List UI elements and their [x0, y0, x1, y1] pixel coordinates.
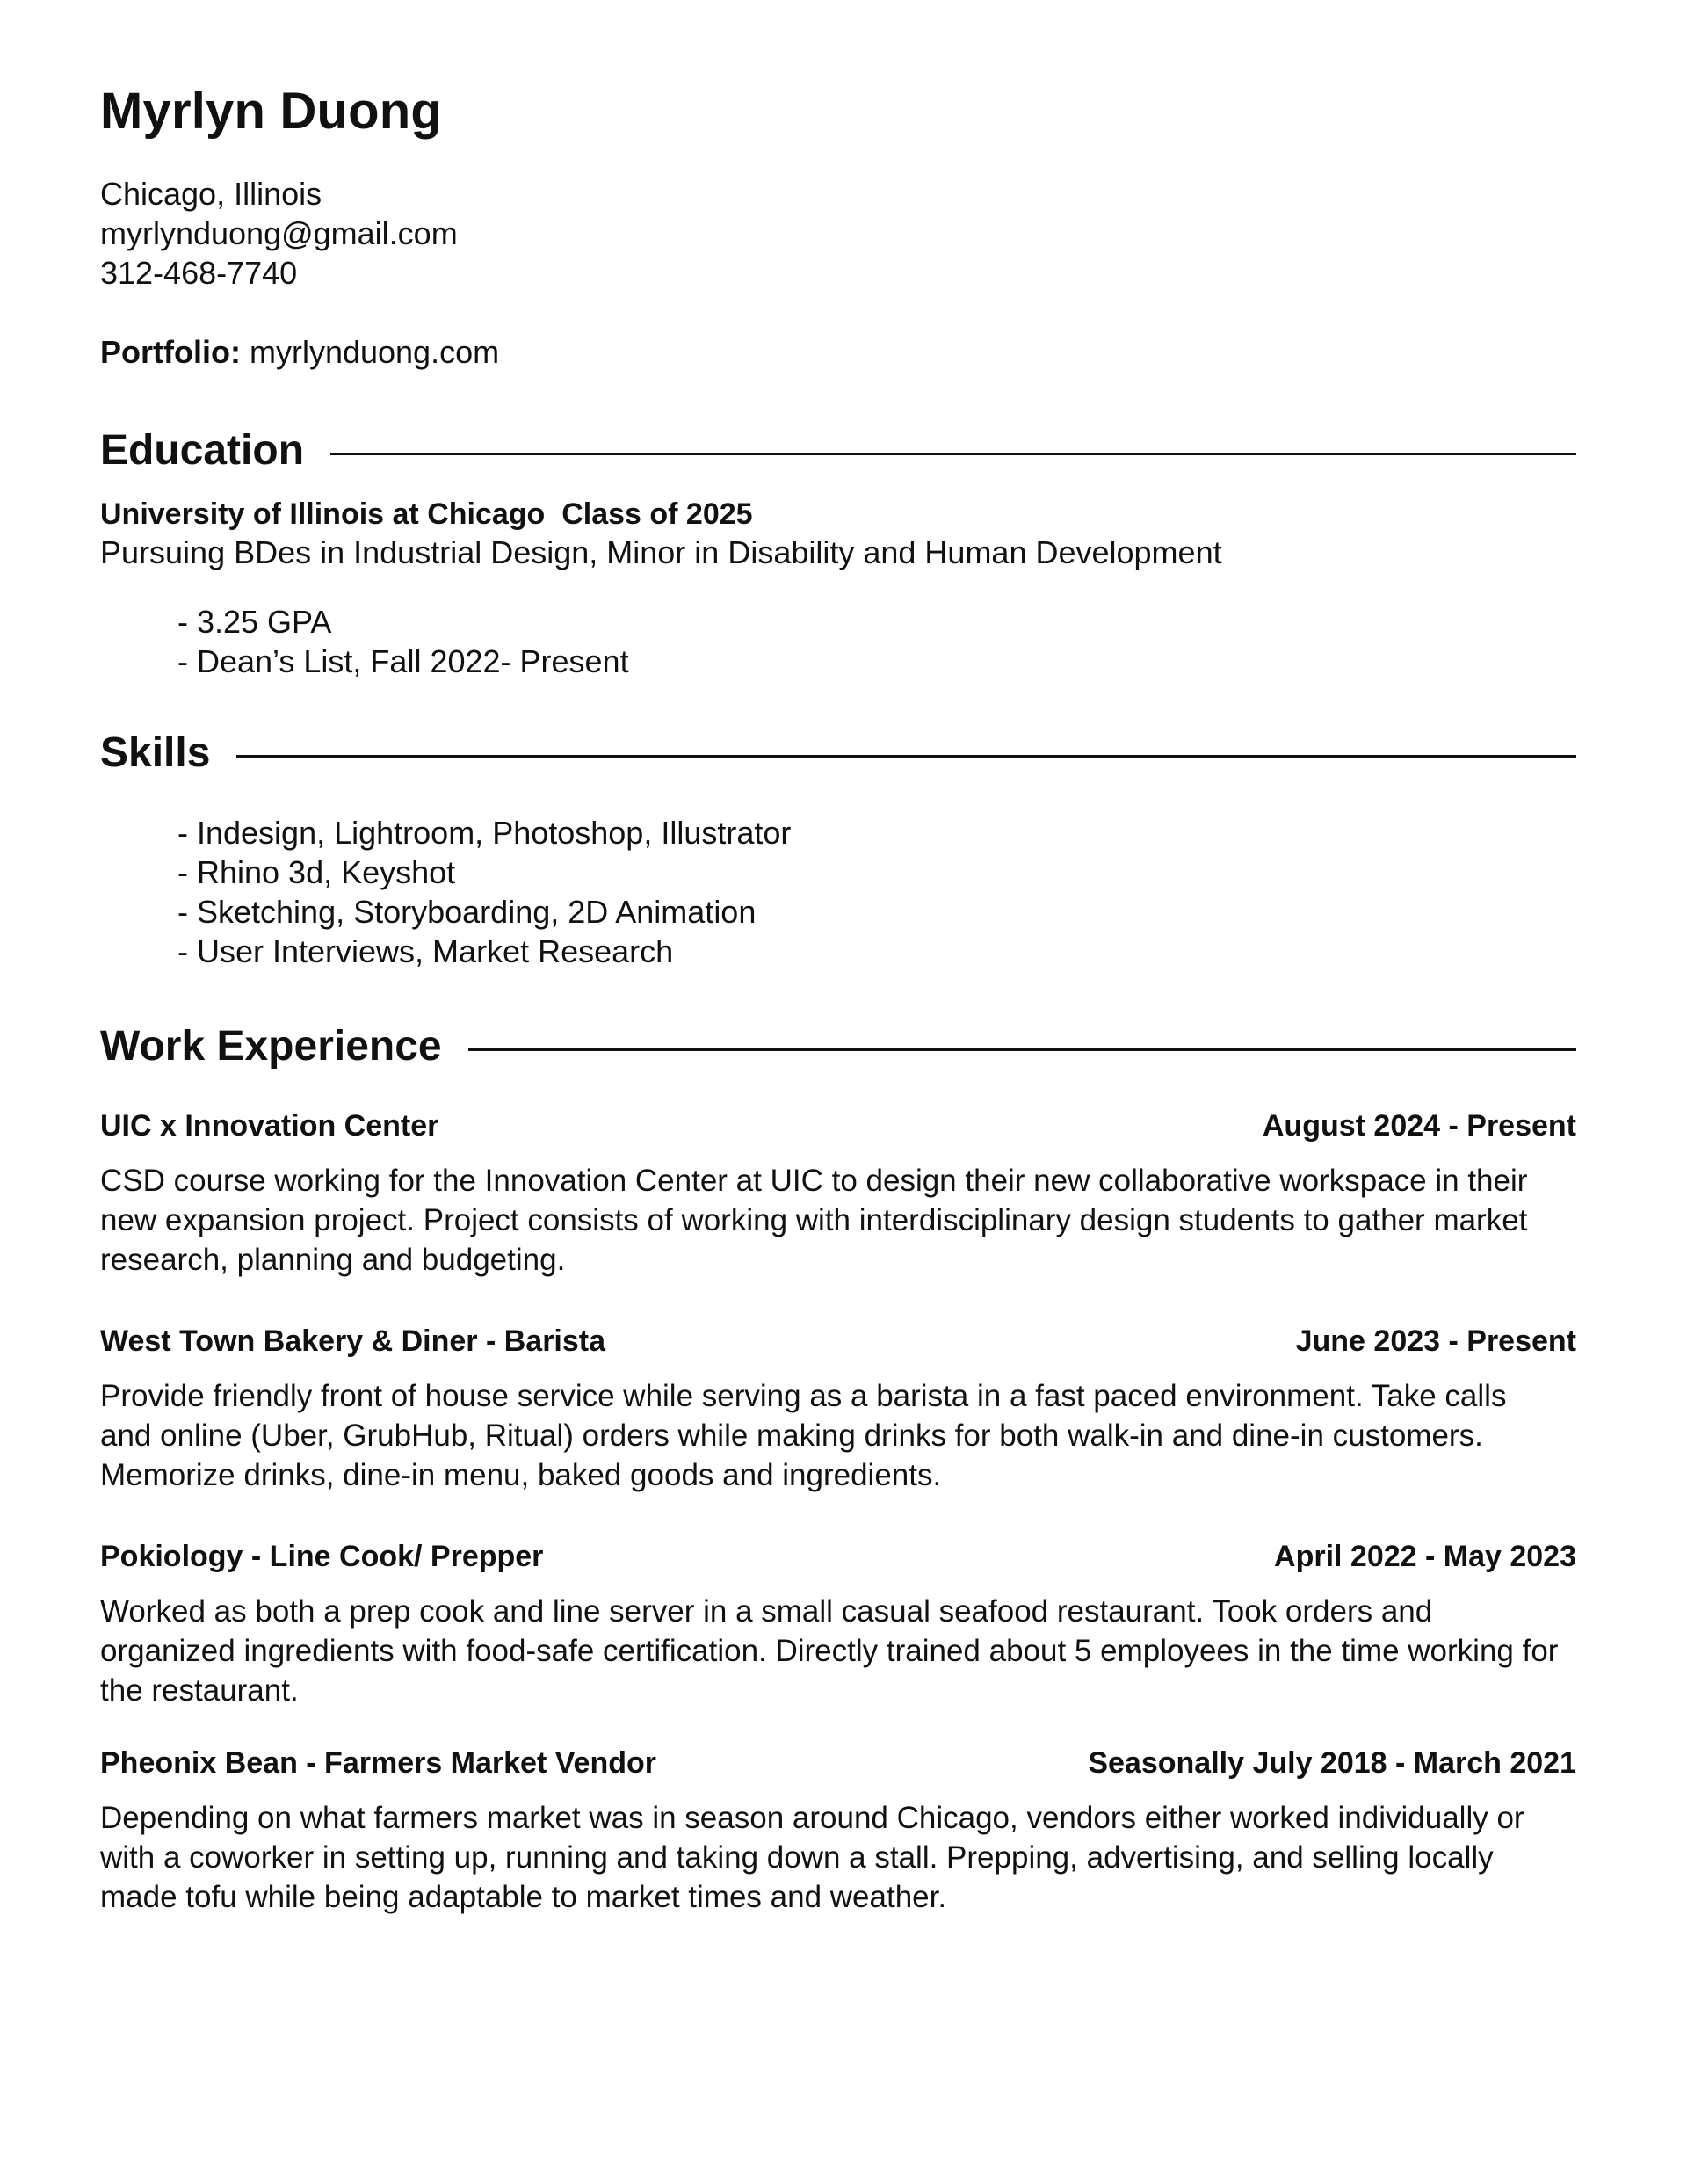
- list-item: - Dean’s List, Fall 2022- Present: [177, 643, 629, 679]
- portfolio-url: myrlynduong.com: [240, 334, 500, 370]
- section-divider: [330, 453, 1576, 455]
- job-header: [100, 1107, 1576, 1145]
- job-dates: April 2022 - May 2023: [1274, 1540, 1576, 1573]
- job-entry: [100, 1107, 1576, 1280]
- section-divider: [468, 1048, 1576, 1051]
- job-title: UIC x Innovation Center: [100, 1109, 439, 1143]
- job-dates: Seasonally July 2018 - March 2021: [1088, 1746, 1576, 1780]
- job-description: CSD course working for the Innovation Center at UIC to design their new collaborative workspace in their new expansion project. Project consists of working with interdisciplinary design students to gather market research, planning and budgeting.: [100, 1164, 1528, 1277]
- job-entry: [100, 1744, 1576, 1917]
- section-divider: [236, 755, 1576, 758]
- school-name: University of Illinois at Chicago Class of 2025: [100, 497, 753, 531]
- phone: 312-468-7740: [100, 255, 298, 291]
- degree: Pursuing BDes in Industrial Design, Minor in Disability and Human Development: [100, 534, 1222, 570]
- job-header: [100, 1322, 1576, 1360]
- portfolio-line: [100, 332, 1576, 372]
- job-dates: August 2024 - Present: [1262, 1109, 1576, 1143]
- education-bullets: [100, 602, 1576, 681]
- job-description: Worked as both a prep cook and line server in a small casual seafood restaurant. Took orders and organized ingredients with food-safe certification. Directly trained about 5 employees in the time working for the restaurant.: [100, 1594, 1559, 1708]
- list-item: - Sketching, Storyboarding, 2D Animation: [177, 894, 757, 930]
- job-entry: [100, 1322, 1576, 1495]
- portfolio-label: Portfolio:: [100, 334, 241, 370]
- list-item: - User Interviews, Market Research: [177, 933, 674, 969]
- skills-heading: Skills: [100, 729, 211, 776]
- list-item: - Rhino 3d, Keyshot: [177, 854, 456, 890]
- skills-bullets: [100, 813, 1576, 971]
- job-dates: June 2023 - Present: [1295, 1324, 1576, 1358]
- job-title: Pheonix Bean - Farmers Market Vendor: [100, 1746, 656, 1780]
- job-description: Provide friendly front of house service while serving as a barista in a fast paced environment. Take calls and online (Uber, GrubHub, Ritual) orders while making drinks for both walk-in and dine-in customers. Memorize drinks, dine-in menu, baked goods and ingredients.: [100, 1379, 1507, 1492]
- work-heading: Work Experience: [100, 1023, 442, 1070]
- email: myrlynduong@gmail.com: [100, 215, 458, 251]
- location: Chicago, Illinois: [100, 176, 322, 212]
- job-entry: [100, 1537, 1576, 1710]
- list-item: - Indesign, Lightroom, Photoshop, Illustrator: [177, 815, 792, 851]
- job-header: [100, 1744, 1576, 1782]
- list-item: - 3.25 GPA: [177, 604, 332, 640]
- candidate-name: Myrlyn Duong: [100, 83, 443, 140]
- work-section-header: [100, 1023, 1576, 1070]
- job-header: [100, 1537, 1576, 1576]
- education-section-header: [100, 427, 1576, 474]
- skills-section-header: [100, 729, 1576, 776]
- education-heading: Education: [100, 427, 305, 474]
- job-title: Pokiology - Line Cook/ Prepper: [100, 1540, 544, 1573]
- job-title: West Town Bakery & Diner - Barista: [100, 1324, 606, 1358]
- job-description: Depending on what farmers market was in season around Chicago, vendors either worked individually or with a coworker in setting up, running and taking down a stall. Prepping, advertising, and selling locally made tofu while being adaptable to market times and weather.: [100, 1801, 1524, 1914]
